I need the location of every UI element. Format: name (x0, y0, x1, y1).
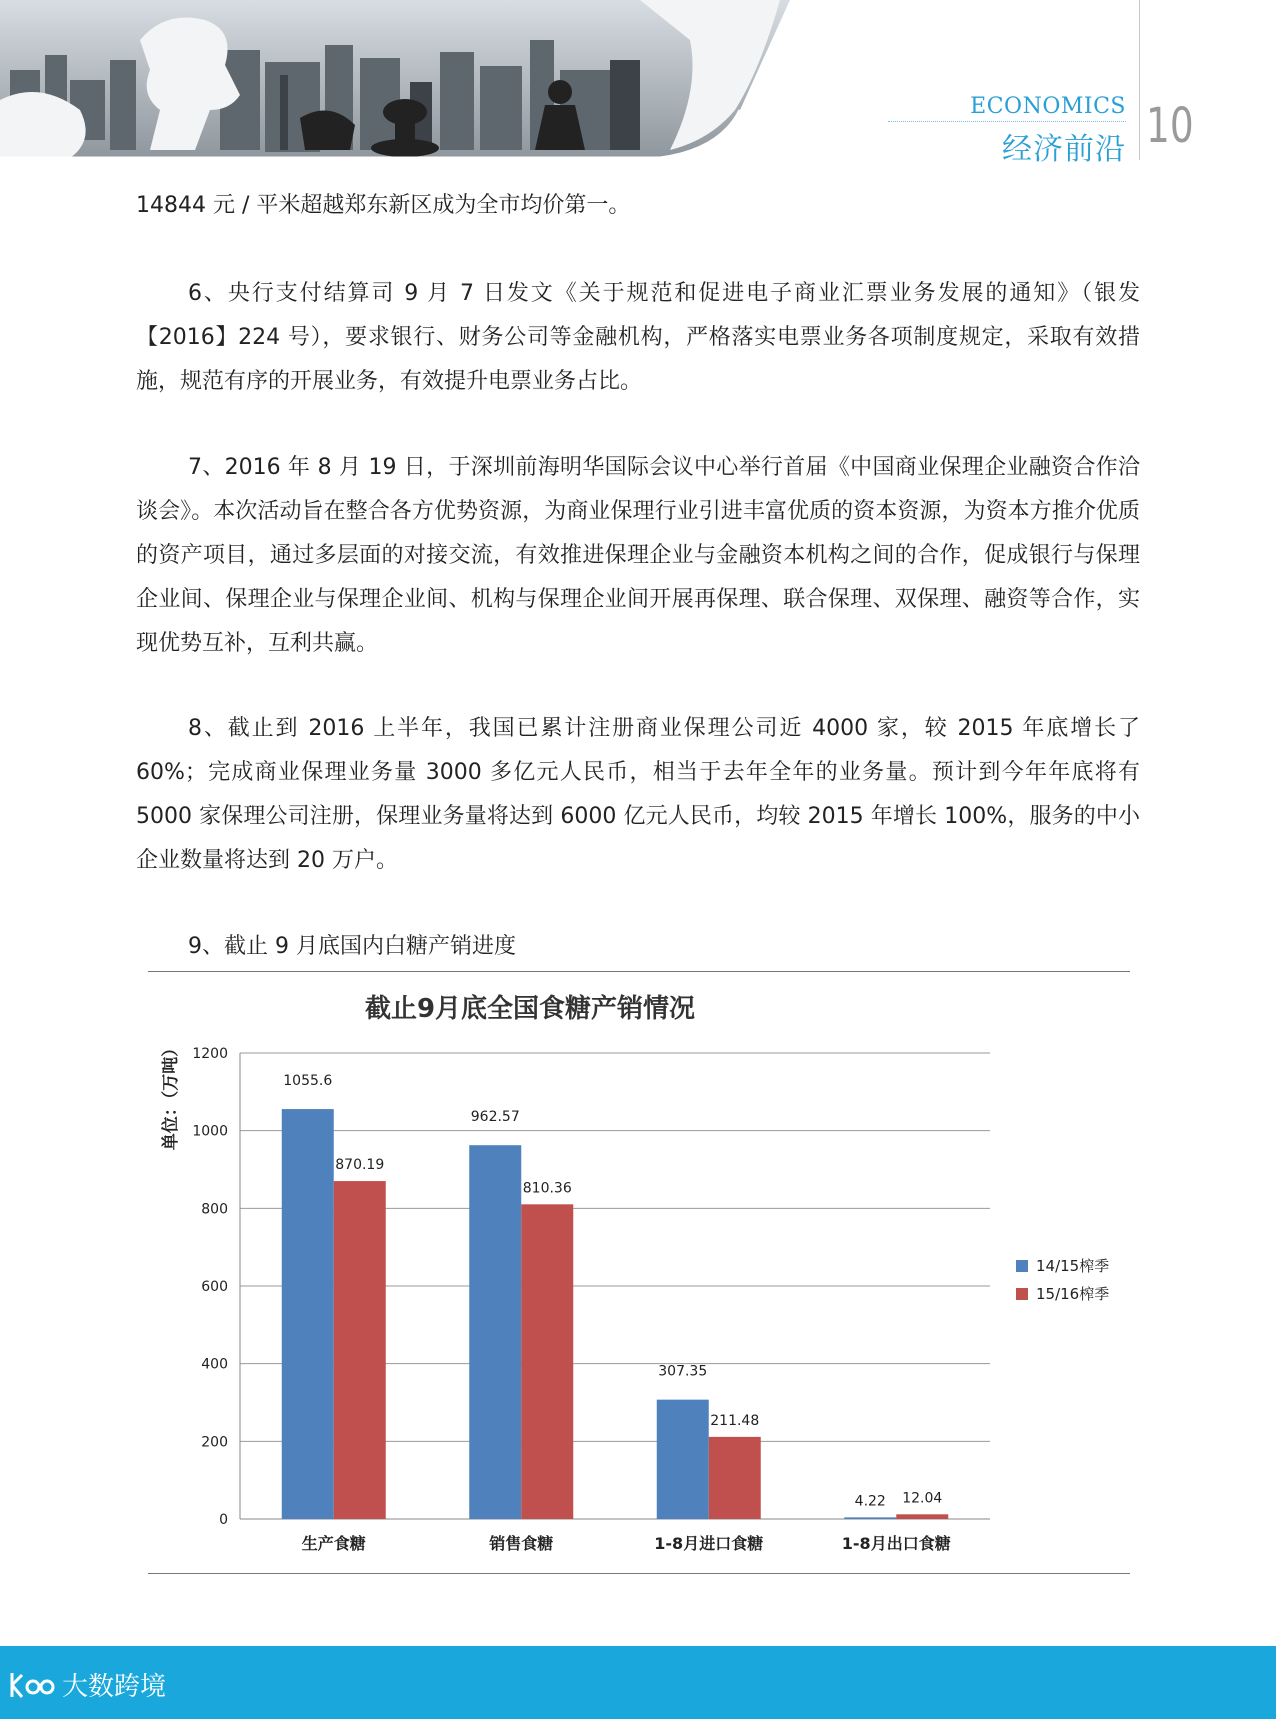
paragraph-item-9: 9、截止 9 月底国内白糖产销进度 (188, 934, 516, 959)
bar (844, 1517, 896, 1519)
data-label: 12.04 (902, 1490, 943, 1507)
data-label: 870.19 (335, 1157, 385, 1174)
paragraph-continued: 14844 元 / 平米超越郑东新区成为全市均价第一。 (136, 193, 631, 218)
y-tick-label: 400 (201, 1356, 228, 1373)
data-label: 307.35 (658, 1363, 708, 1380)
y-tick-label: 0 (219, 1512, 228, 1528)
bar (282, 1109, 334, 1519)
data-label: 4.22 (854, 1493, 886, 1510)
bar (709, 1437, 761, 1519)
header-section-title: 经济前沿 (1002, 132, 1126, 167)
x-tick-label: 1-8月出口食糖 (841, 1534, 951, 1553)
header-vertical-divider (1139, 0, 1140, 160)
x-tick-label: 销售食糖 (489, 1534, 554, 1553)
legend-swatch (1016, 1260, 1028, 1272)
footer-logo-text: 大数跨境 (62, 1672, 167, 1702)
chart-ylabel: 单位：（万吨） (161, 1039, 181, 1151)
data-label: 211.48 (710, 1412, 760, 1429)
bar (469, 1145, 521, 1519)
header-brand: ECONOMICS (970, 94, 1126, 119)
y-tick-label: 600 (201, 1279, 228, 1295)
chart-bottom-rule (148, 1573, 1130, 1574)
y-tick-label: 1000 (192, 1123, 228, 1140)
footer-bar (0, 1646, 1276, 1719)
legend-label: 15/16榨季 (1036, 1285, 1110, 1303)
bar (657, 1400, 709, 1519)
page-number: 10 (1146, 98, 1194, 154)
paragraph-item-8: 8、截止到 2016 上半年，我国已累计注册商业保理公司近 4000 家，较 2015 年底增长了 60%；完成商业保理业务量 3000 多亿元人民币，相当于去年全年的业务量。预计到今年年底将有 5000 家保理公司注册，保理业务量将达到 6000 亿元人民币，均较 2015 年增长 100%，服务的中小企业数量将达到 20 万户。 (136, 716, 1140, 873)
y-tick-label: 1200 (192, 1046, 228, 1062)
paragraph-item-6: 6、央行支付结算司 9 月 7 日发文《关于规范和促进电子商业汇票业务发展的通知》（银发【2016】224 号），要求银行、财务公司等金融机构，严格落实电票业务各项制度规定，采取有效措施，规范有序的开展业务，有效提升电票业务占比。 (136, 281, 1140, 394)
bar (521, 1204, 573, 1519)
sugar-chart (148, 975, 1130, 1575)
legend-swatch (1016, 1288, 1028, 1300)
legend-label: 14/15榨季 (1036, 1257, 1110, 1275)
x-tick-label: 1-8月进口食糖 (654, 1534, 764, 1553)
y-tick-label: 200 (201, 1434, 228, 1451)
data-label: 1055.6 (283, 1073, 333, 1090)
data-label: 962.57 (470, 1109, 520, 1126)
paragraph-item-7: 7、2016 年 8 月 19 日，于深圳前海明华国际会议中心举行首届《中国商业保理企业融资合作洽谈会》。本次活动旨在整合各方优势资源，为商业保理行业引进丰富优质的资本资源，为资本方推介优质的资产项目，通过多层面的对接交流，有效推进保理企业与金融资本机构之间的合作，促成银行与保理企业间、保理企业与保理企业间、机构与保理企业间开展再保理、联合保理、双保理、融资等合作，实现优势互补，互利共赢。 (136, 455, 1140, 656)
bar (896, 1514, 948, 1519)
header-divider (888, 121, 1126, 122)
chart-top-rule (148, 971, 1130, 972)
header-banner-illustration (0, 0, 790, 160)
x-tick-label: 生产食糖 (301, 1534, 366, 1553)
footer-logo-icon (8, 1669, 56, 1701)
footer-logo (8, 1666, 166, 1703)
y-tick-label: 800 (201, 1201, 228, 1218)
data-label: 810.36 (522, 1180, 572, 1197)
chart-title: 截止9月底全国食糖产销情况 (364, 994, 696, 1024)
bar (334, 1181, 386, 1519)
